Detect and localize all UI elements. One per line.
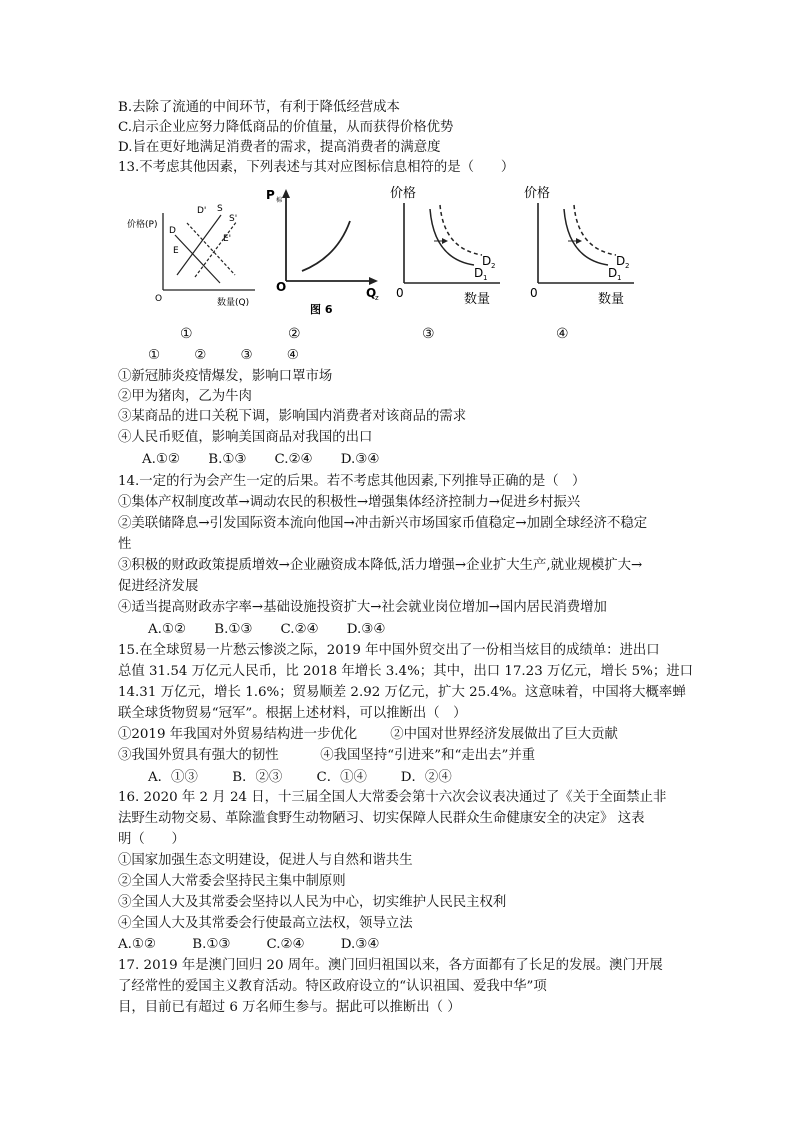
q15-option-d[interactable]: D．②④ [400,770,452,785]
q16-option-a[interactable]: A.①② [118,937,156,952]
q15-option-b[interactable]: B．②③ [232,770,283,785]
q13-option-d[interactable]: D.③④ [340,452,380,467]
g3-ylabel-1: 价格 [390,186,417,201]
q15-stem: 联全球货物贸易“冠军”。根据上述材料，可以推断出（ ） [118,706,467,721]
q13-marker: ② [194,348,207,363]
q13-marker: ④ [286,348,299,363]
q16-item: ②全国人大常委会坚持民主集中制原则 [118,874,346,889]
g1-label-dprime: D' [197,206,207,216]
q16-item: ④全国人大及其常委会行使最高立法权，领导立法 [118,916,413,931]
g1-ylabel: 价格(P) [127,220,158,230]
g1-origin: O [155,294,163,304]
q13-item: ①新冠肺炎疫情爆发，影响口罩市场 [118,369,333,384]
q15-item: ①2019 年我国对外贸易结构进一步优化 [118,727,358,742]
g2-origin: O [276,280,287,294]
g1-xlabel: 数量(Q) [217,298,250,308]
q14-option-a[interactable]: A.①② [148,622,186,637]
g4-origin: 0 [530,286,538,300]
figure-marker-1: ① [180,326,193,342]
q13-marker: ① [148,348,161,363]
q15-option-c[interactable]: C．①④ [316,770,367,785]
q16-stem: 法野生动物交易、革除滥食野生动物陋习、切实保障人民群众生命健康安全的决定》 这表 [118,811,645,826]
g1-label-e: E [173,246,179,256]
q14-option-d[interactable]: D.③④ [346,622,386,637]
q17-stem: 了经常性的爱国主义教育活动。特区政府设立的“认识祖国、爱我中华”项 [118,979,547,994]
q14-option-b[interactable]: B.①③ [214,622,253,637]
g3-origin: 0 [396,286,404,300]
q16-option-d[interactable]: D.③④ [340,937,380,952]
g2-xsub: z [375,294,379,302]
q15-stem: 14.31 万亿元，增长 1.6%；贸易顺差 2.92 万亿元，扩大 25.4%。这意味着，中国将大概率蝉 [118,685,686,700]
q13-item: ④人民币贬值，影响美国商品对我国的出口 [118,430,373,445]
q14-item: 性 [118,537,132,552]
q15-stem: 总值 31.54 万亿元人民币，比 2018 年增长 3.4%；其中，出口 17.23 万亿元，增长 5%；进口 [118,664,693,679]
q13-marker-row [148,346,329,366]
figure-marker-2: ② [288,326,301,342]
q16-item: ③全国人大及其常委会坚持以人民为中心，切实维护人民民主权利 [118,895,507,910]
g1-label-eprime: E' [223,234,232,244]
g1-label-s: S [217,204,223,214]
q14-stem: 14.一定的行为会产生一定的后果。若不考虑其他因素,下列推导正确的是（ ） [118,474,586,489]
q16-options [118,935,411,955]
g2-caption: 图 6 [310,303,333,316]
q14-item: ④适当提高财政赤字率→基础设施投资扩大→社会就业岗位增加→国内居民消费增加 [118,600,607,615]
graph-supply-demand [125,195,265,315]
q13-option-b[interactable]: B.①③ [208,452,247,467]
figure-marker-4: ④ [556,326,569,342]
q16-stem: 明（ ） [118,832,185,847]
q13-option-a[interactable]: A.①② [142,452,180,467]
q17-stem: 17. 2019 年是澳门回归 20 周年。澳门回归祖国以来，各方面都有了长足的发展。澳门开展 [118,958,663,973]
g2-ysub: 棉 [276,197,283,204]
q13-stem: 13.不考虑其他因素，下列表述与其对应图标信息相符的是（ ） [118,160,515,175]
q15-items-row1 [118,725,618,745]
q15-items-row2 [118,746,535,766]
q15-item: ③我国外贸具有强大的韧性 [118,748,279,763]
q14-item: 促进经济发展 [118,579,199,594]
g4-xlabel: 数量 [598,292,625,305]
g4-d1-sub: 1 [617,274,622,282]
g4-d2: D [616,254,626,268]
figure-marker-3: ③ [422,326,435,342]
q14-item: ①集体产权制度改革→调动农民的积极性→增强集体经济控制力→促进乡村振兴 [118,495,581,510]
q14-option-c[interactable]: C.②④ [280,622,319,637]
g3-xlabel: 数量 [464,292,491,305]
q13-option-c[interactable]: C.②④ [274,452,313,467]
g2-xlabel: Q [366,286,377,300]
g4-d1: D [608,266,618,280]
q14-options [148,620,409,640]
g3-d2-sub: 2 [491,262,496,270]
g2-ylabel: P [266,188,275,202]
graph-demand-shift-4 [512,185,642,305]
g3-d1: D [474,266,484,280]
g4-d2-sub: 2 [625,262,630,270]
graph-demand-shift-3 [378,185,508,305]
q15-options [148,768,481,788]
q13-item: ③某商品的进口关税下调，影响国内消费者对该商品的需求 [118,409,467,424]
g1-label-sprime: S' [229,214,238,224]
g3-d2: D [482,254,492,268]
q16-item: ①国家加强生态文明建设，促进人与自然和谐共生 [118,853,413,868]
q14-item: ②美联储降息→引发国际资本流向他国→冲击新兴市场国家币值稳定→加剧全球经济不稳定 [118,516,648,531]
q14-item: ③积极的财政政策提质增效→企业融资成本降低,活力增强→企业扩大生产,就业规模扩大→ [118,558,643,573]
q16-option-c[interactable]: C.②④ [266,937,305,952]
q15-item: ④我国坚持“引进来”和“走出去”并重 [320,748,536,763]
option-b-line: B.去除了流通的中间环节，有利于降低经营成本 [118,100,400,115]
g1-label-d: D [169,226,176,236]
q15-option-a[interactable]: A．①③ [148,770,198,785]
q17-stem: 目，目前已有超过 6 万名师生参与。据此可以推断出（ ） [118,1000,461,1015]
q16-option-b[interactable]: B.①③ [192,937,231,952]
q13-options [142,450,403,470]
q13-marker: ③ [240,348,253,363]
option-c-line: C.启示企业应努力降低商品的价值量，从而获得价格优势 [118,120,454,135]
q15-item: ②中国对世界经济发展做出了巨大贡献 [390,727,618,742]
option-d-line: D.旨在更好地满足消费者的需求，提高消费者的满意度 [118,140,441,155]
g3-d1-sub: 1 [483,274,488,282]
graph-figure-6 [262,185,392,320]
q15-stem: 15.在全球贸易一片愁云惨淡之际，2019 年中国外贸交出了一份相当炫目的成绩单：进出口 [118,643,660,658]
g4-ylabel: 价格 [524,186,551,201]
q16-stem: 16. 2020 年 2 月 24 日，十三届全国人大常委会第十六次会议表决通过了《关于全面禁止非 [118,790,667,805]
q13-item: ②甲为猪肉，乙为牛肉 [118,389,252,404]
